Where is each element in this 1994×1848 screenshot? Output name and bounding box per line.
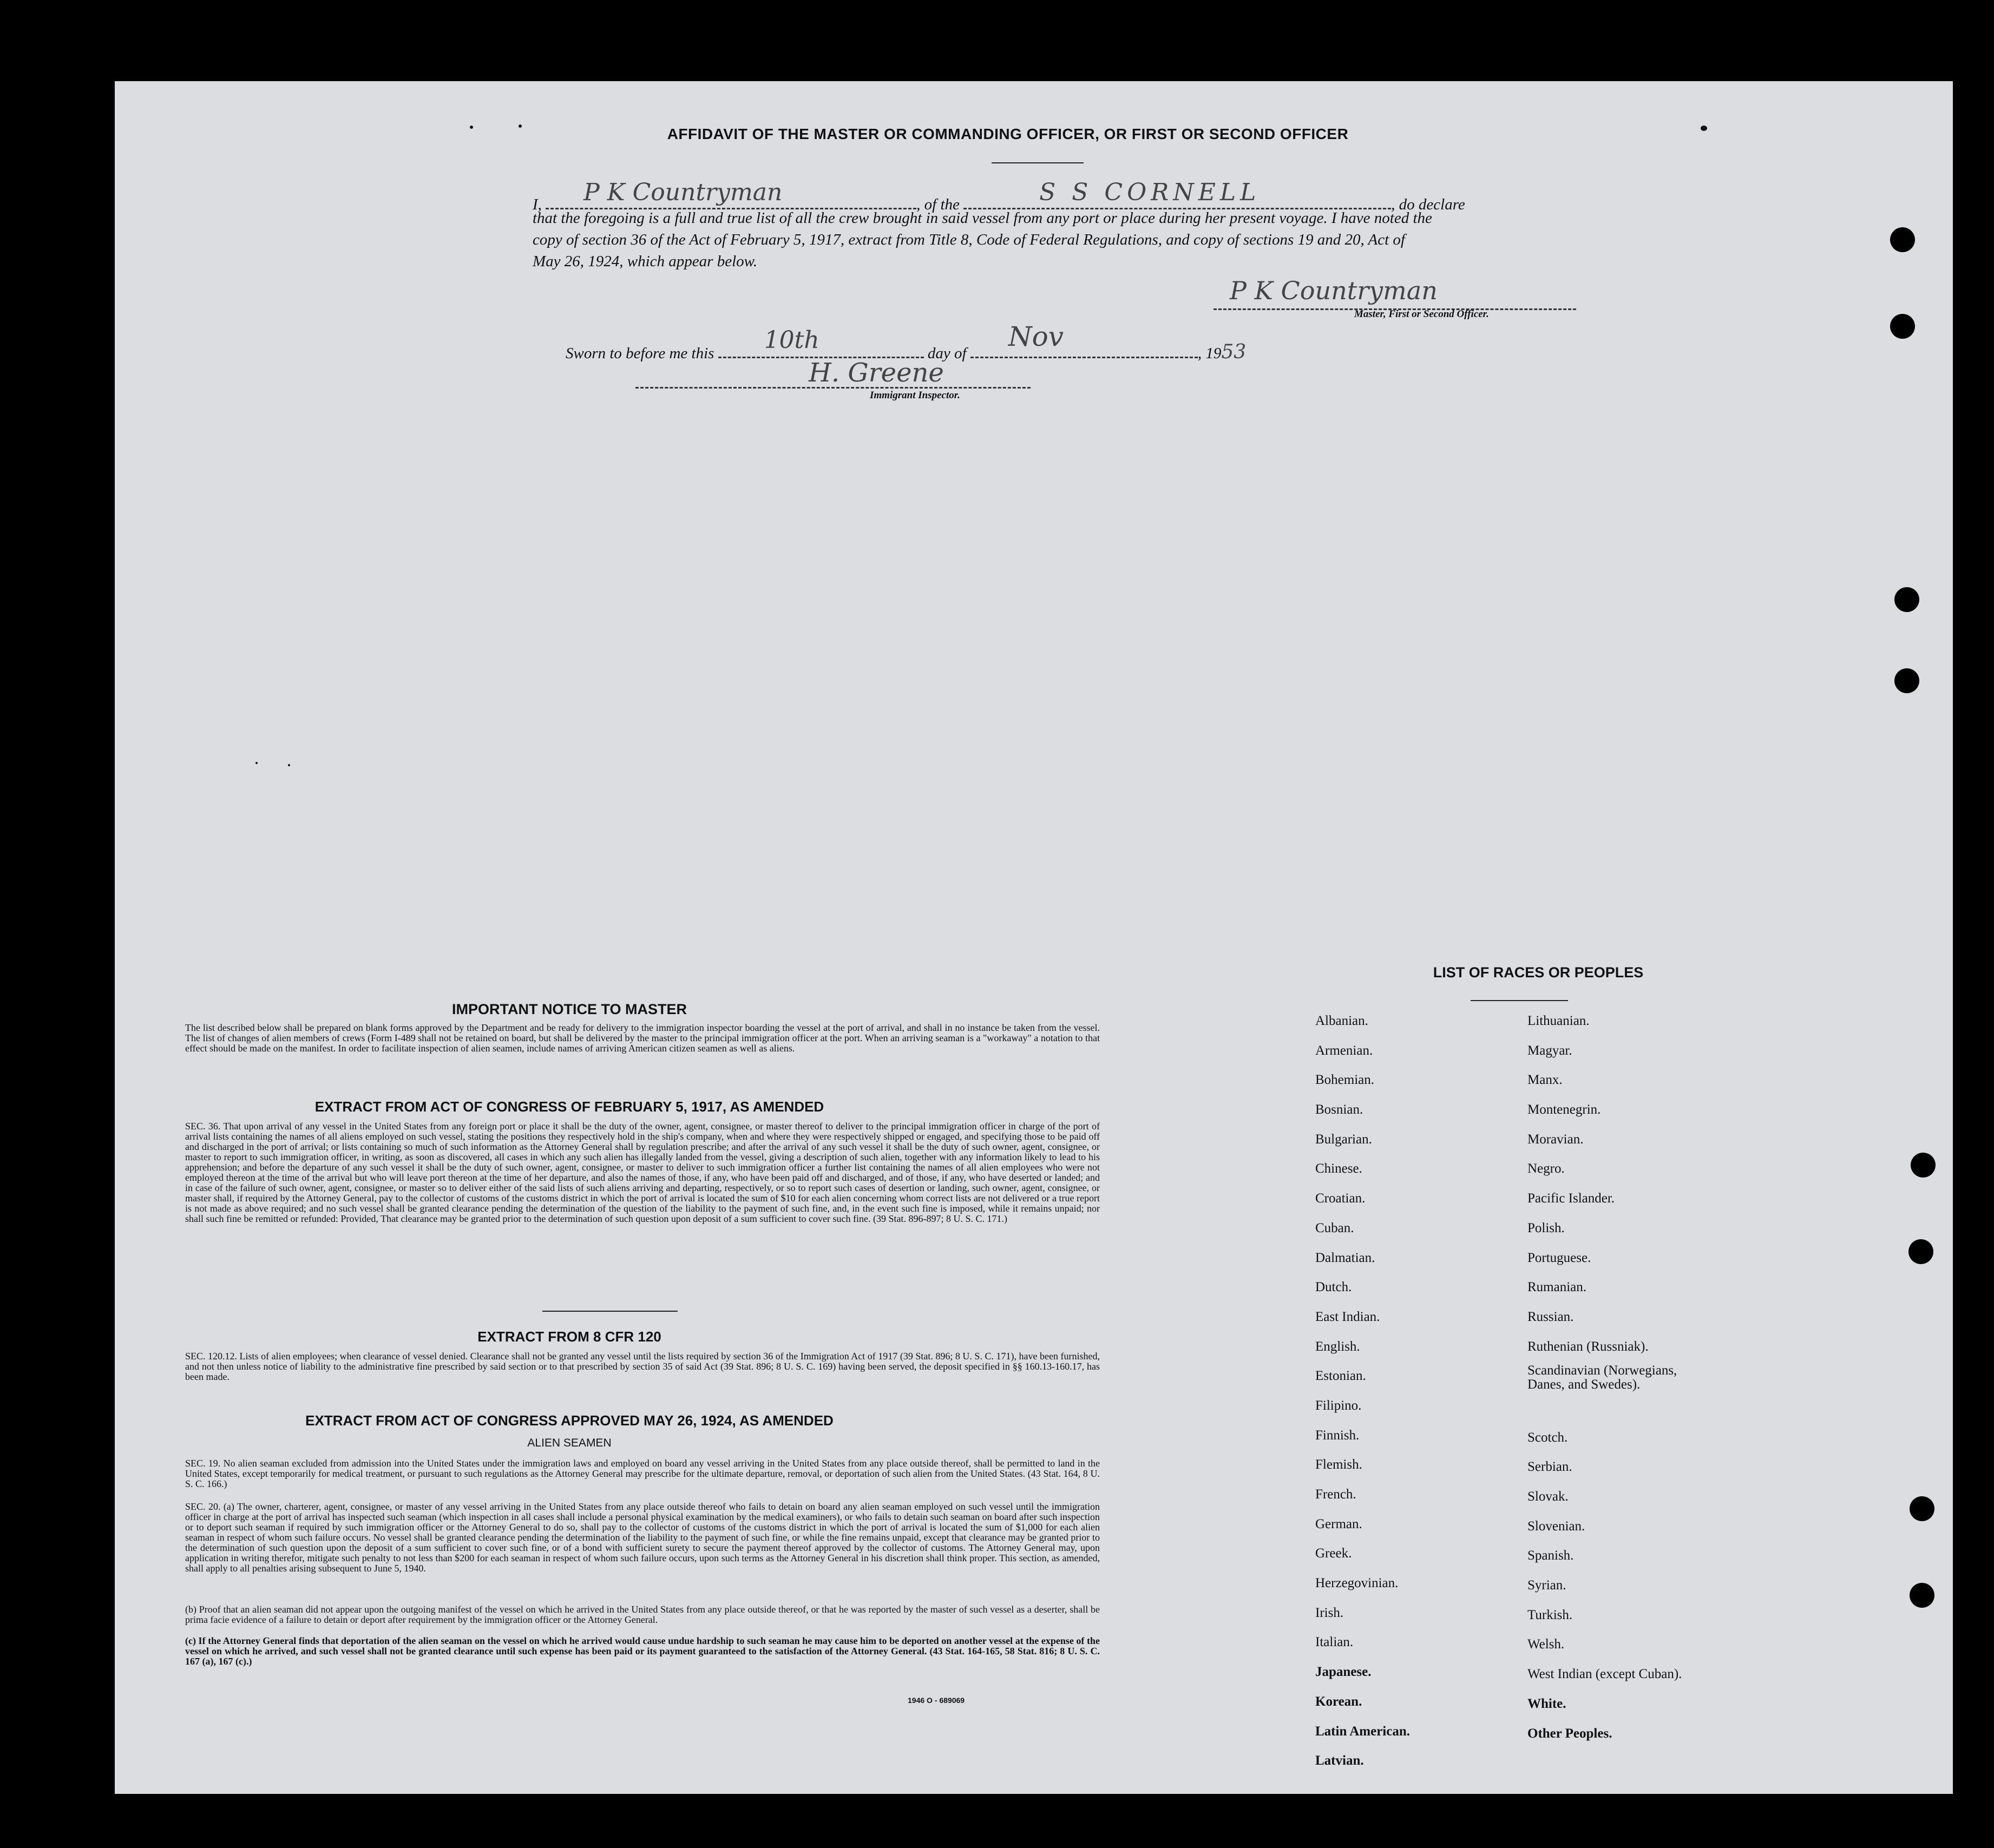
notice-title: IMPORTANT NOTICE TO MASTER: [452, 1001, 687, 1017]
speck: [1701, 126, 1707, 131]
sec20c-body: (c) If the Attorney General finds that deportation of the alien seaman on the vessel on which he arrived would cause undue hardship to such seaman he may cause him to be deported on another vessel at the expense of the vessel on which he arrived, and such vessel shall not be granted clearance until such expense has been paid or its payment guaranteed to the satisfaction of the Attorney General. (43 Stat. 164-165, 58 Stat. 816; 8 U. S. C. 167 (a), 167 (c).): [185, 1636, 1100, 1667]
race-item: Irish.: [1315, 1605, 1344, 1620]
race-item: Japanese.: [1315, 1665, 1372, 1680]
vessel-field: [963, 179, 1391, 209]
race-item: Scotch.: [1527, 1430, 1568, 1445]
binder-hole: [1911, 1153, 1936, 1178]
race-item: [1527, 1393, 1798, 1423]
race-item: Slovak.: [1527, 1489, 1569, 1504]
do-declare-label: , do declare: [1391, 196, 1465, 213]
sworn-line: [566, 321, 1378, 363]
race-item: East Indian.: [1315, 1309, 1380, 1324]
sworn-label: Sworn to before me this: [566, 345, 714, 362]
sec20b-body: (b) Proof that an alien seaman did not appear upon the outgoing manifest of the vessel on which he arrived in the United States from any place outside thereof, or that he was reported by the master of such vessel as a deserter, shall be prima facie evidence of a failure to detain or deport after requirement by the immigration officer or the Attorney General.: [185, 1604, 1100, 1625]
year-prefix: , 19: [1197, 345, 1222, 362]
race-item: Filipino.: [1315, 1398, 1362, 1413]
signature-caption: Master, First or Second Officer.: [1354, 308, 1489, 320]
alien-seamen-subtitle: ALIEN SEAMEN: [527, 1437, 612, 1449]
declaration-line-2: that the foregoing is a full and true list of all the crew brought in said vessel from any port or place during her present voyage. I have noted the: [533, 209, 1432, 227]
race-item: White.: [1527, 1696, 1566, 1711]
day-of-label: day of: [927, 345, 967, 362]
race-item: Greek.: [1315, 1546, 1352, 1561]
signature-line: [1214, 276, 1576, 310]
races-left-column: [1315, 1007, 1521, 1776]
day-field: [718, 326, 924, 358]
race-item: Chinese.: [1315, 1161, 1362, 1176]
speck: [288, 764, 290, 766]
binder-hole: [1890, 227, 1915, 252]
race-item: Bohemian.: [1315, 1073, 1375, 1088]
extract-1924-title: EXTRACT FROM ACT OF CONGRESS APPROVED MAY 26, 1924, AS AMENDED: [305, 1412, 834, 1429]
race-item: Cuban.: [1315, 1220, 1354, 1235]
declaration-line-4: May 26, 1924, which appear below.: [533, 253, 758, 270]
notice-body: The list described below shall be prepared on blank forms approved by the Department and be ready for delivery to the immigration inspector boarding the vessel at the port of arrival, and shall in no instance be taken from the vessel. The list of changes of alien members of crews (Form I-489 shall not be retained on board, but shall be delivered by the master to the principal immigration officer at the port. When an arriving seaman is a "workaway" a notation to that effect should be made on the manifest. In order to facilitate inspection of alien seamen, include names of arriving American citizen seamen as well as aliens.: [185, 1023, 1100, 1054]
binder-hole: [1894, 587, 1919, 612]
declarant-field: [546, 179, 916, 209]
of-the-label: , of the: [916, 196, 960, 213]
race-item: Finnish.: [1315, 1428, 1360, 1443]
race-item: Moravian.: [1527, 1132, 1584, 1147]
race-item: Portuguese.: [1527, 1250, 1591, 1265]
extract-1917-title: EXTRACT FROM ACT OF CONGRESS OF FEBRUARY 5, 1917, AS AMENDED: [314, 1099, 824, 1115]
race-item: Dutch.: [1315, 1280, 1352, 1295]
race-item: Pacific Islander.: [1527, 1191, 1615, 1206]
race-item: Herzegovinian.: [1315, 1576, 1399, 1591]
race-item: Latvian.: [1315, 1753, 1364, 1768]
race-item: Albanian.: [1315, 1014, 1368, 1028]
extract-1917-body: SEC. 36. That upon arrival of any vessel in the United States from any foreign port or place it shall be the duty of the owner, agent, consignee, or master thereof to deliver to the principal immigration officer in charge of the port of arrival lists containing the names of all aliens employed on such vessel, stating the positions they respectively hold in the ship's company, when and where they were respectively shipped or engaged, and specifying those to be paid off and discharged in the port of arrival; or lists containing so much of such information as the Attorney General shall by regulation prescribe; and after the arrival of any such vessel it shall be the duty of such owner, agent, consignee, or master to report to such immigration officer, in writing, as soon as discovered, all cases in which any such alien has illegally landed from the vessel, giving a description of such alien, together with any information likely to lead to his apprehension; and before the departure of any such vessel it shall be the duty of such owner, agent, consignee, or master to deliver to such immigration officer a further list containing the names of all alien employees who were not employed thereon at the time of the arrival but who will leave port thereon at the time of her departure, and also the names of those, if any, who have been paid off and discharged, and of those, if any, who have deserted or landed; and in case of the failure of such owner, agent, consignee, or master so to deliver either of the said lists of such aliens arriving and departing, respectively, or so to report such cases of desertion or landing, such owner, agent, consignee, or master shall, if required by the Attorney General, pay to the collector of customs of the customs district in which the port of arrival is located the sum of $10 for each alien concerning whom correct lists are not delivered or a true report is not made as above required; and no such vessel shall be granted clearance pending the determination of the question of the liability to the payment of such fine, and, in the event such fine is imposed, while it remains unpaid; nor shall such fine be remitted or refunded: Provided, That clearance may be granted prior to the determination of such question upon deposit of a sum sufficient to cover such fine. (39 Stat. 896-897; 8 U. S. C. 171.): [185, 1121, 1100, 1224]
race-item: Slovenian.: [1527, 1518, 1585, 1534]
race-item: Croatian.: [1315, 1191, 1366, 1206]
master-signature: P K Countryman: [1230, 276, 1438, 305]
races-right-column: [1527, 1007, 1798, 1748]
race-item: Russian.: [1527, 1309, 1574, 1324]
extract-cfr-body: SEC. 120.12. Lists of alien employees; when clearance of vessel denied. Clearance shall not be granted any vessel until the lists required by section 36 of the Immigration Act of 1917 (39 Stat. 896; 8 U. S. C. 171), have been furnished, and not then unless notice of liability to the administrative fine prescribed by said section or to that prescribed by section 35 of said Act (39 Stat. 896; 8 U. S. C. 169) having been served, the deposit specified in §§ 160.13-160.17, has been made.: [185, 1351, 1100, 1382]
race-item: Syrian.: [1527, 1578, 1566, 1593]
binder-hole: [1894, 668, 1919, 693]
sec20a-body: SEC. 20. (a) The owner, charterer, agent, consignee, or master of any vessel arriving in the United States from any place outside thereof who fails to detain on board any alien seaman employed on such vessel until the immigration officer in charge at the port of arrival has inspected such seaman (which inspection in all cases shall include a personal physical examination by the medical examiners), or who fails to detain such seaman on board after such inspection or to deport such seaman if required by such immigration officer or the Attorney General to do so, shall pay to the collector of customs of the customs district in which the port of arrival is located the sum of $1,000 for each alien seaman in respect of whom such failure occurs. No vessel shall be granted clearance pending the determination of the liability to the payment of such fine, or while the fine remains unpaid, except that clearance may be granted prior to the determination of such question upon the deposit of a sum sufficient to cover such fine, or of a bond with sufficient surety to secure the payment thereof approved by the collector of customs. The Attorney General may, upon application in writing therefor, mitigate such penalty to not less than $200 for each seaman in respect of whom such failure occurs, upon such terms as the Attorney General in his discretion shall think proper. This section, as amended, shall apply to all penalties arising subsequent to June 5, 1940.: [185, 1502, 1100, 1574]
speck: [470, 126, 473, 129]
declarant-handwriting: P K Countryman: [583, 179, 783, 206]
race-item: West Indian (except Cuban).: [1527, 1667, 1682, 1682]
binder-hole: [1890, 314, 1915, 339]
race-item: Polish.: [1527, 1220, 1565, 1235]
race-item: Montenegrin.: [1527, 1102, 1601, 1117]
race-item: Dalmatian.: [1315, 1250, 1375, 1265]
race-item: Magyar.: [1527, 1043, 1572, 1058]
section-divider: [542, 1311, 678, 1312]
race-item: Scandinavian (Norwegians, Danes, and Swedes).: [1527, 1363, 1677, 1392]
binder-hole: [1910, 1496, 1934, 1521]
race-item: Bulgarian.: [1315, 1132, 1372, 1147]
race-item: Negro.: [1527, 1161, 1565, 1176]
race-item: Bosnian.: [1315, 1102, 1363, 1117]
inspector-line: [635, 360, 1031, 389]
sec19-body: SEC. 19. No alien seaman excluded from admission into the United States under the immigration laws and employed on board any vessel arriving in the United States from any place outside thereof, shall be permitted to land in the United States, except temporarily for medical treatment, or pursuant to such regulations as the Attorney General may prescribe for the ultimate departure, removal, or deportation of such alien from the United States. (43 Stat. 164, 8 U. S. C. 166.): [185, 1458, 1100, 1489]
race-item: Korean.: [1315, 1694, 1362, 1709]
race-item: Other Peoples.: [1527, 1726, 1612, 1741]
races-divider: [1471, 1000, 1568, 1001]
race-item: Serbian.: [1527, 1459, 1572, 1475]
race-item: French.: [1315, 1487, 1356, 1502]
month-field: [970, 321, 1198, 358]
speck: [255, 762, 258, 764]
race-item: Estonian.: [1315, 1369, 1366, 1384]
year-handwriting: 53: [1221, 341, 1247, 363]
binder-hole: [1910, 1583, 1934, 1608]
race-item: Latin American.: [1315, 1724, 1410, 1739]
race-item: Italian.: [1315, 1635, 1354, 1650]
month-handwriting: Nov: [1008, 321, 1064, 352]
title-divider: [992, 162, 1084, 163]
binder-hole: [1908, 1239, 1933, 1264]
race-item: Flemish.: [1315, 1457, 1362, 1472]
print-code: 1946 O - 689069: [908, 1696, 965, 1705]
day-handwriting: 10th: [764, 326, 819, 354]
extract-cfr-title: EXTRACT FROM 8 CFR 120: [477, 1329, 661, 1345]
race-item: English.: [1315, 1339, 1360, 1354]
race-item: Ruthenian (Russniak).: [1527, 1339, 1649, 1354]
race-item: Spanish.: [1527, 1548, 1574, 1563]
affidavit-title: AFFIDAVIT OF THE MASTER OR COMMANDING OFFICER, OR FIRST OR SECOND OFFICER: [667, 126, 1349, 142]
race-item: Welsh.: [1527, 1637, 1565, 1652]
races-title: LIST OF RACES OR PEOPLES: [1433, 964, 1644, 981]
race-item: Armenian.: [1315, 1043, 1373, 1058]
race-item: Rumanian.: [1527, 1280, 1587, 1295]
race-item: Manx.: [1527, 1073, 1563, 1088]
race-item: Lithuanian.: [1527, 1014, 1590, 1028]
declaration-line-3: copy of section 36 of the Act of February 5, 1917, extract from Title 8, Code of Federal Regulations, and copy of sections 19 and 20, Act of: [533, 231, 1405, 248]
race-item: German.: [1315, 1516, 1362, 1531]
speck: [519, 124, 522, 128]
race-item: Turkish.: [1527, 1607, 1573, 1622]
inspector-caption: Immigrant Inspector.: [870, 390, 960, 401]
inspector-signature: H. Greene: [809, 358, 944, 388]
document-page: [115, 81, 1953, 1794]
vessel-handwriting: S S CORNELL: [1039, 179, 1261, 206]
i-label: I,: [533, 196, 542, 213]
